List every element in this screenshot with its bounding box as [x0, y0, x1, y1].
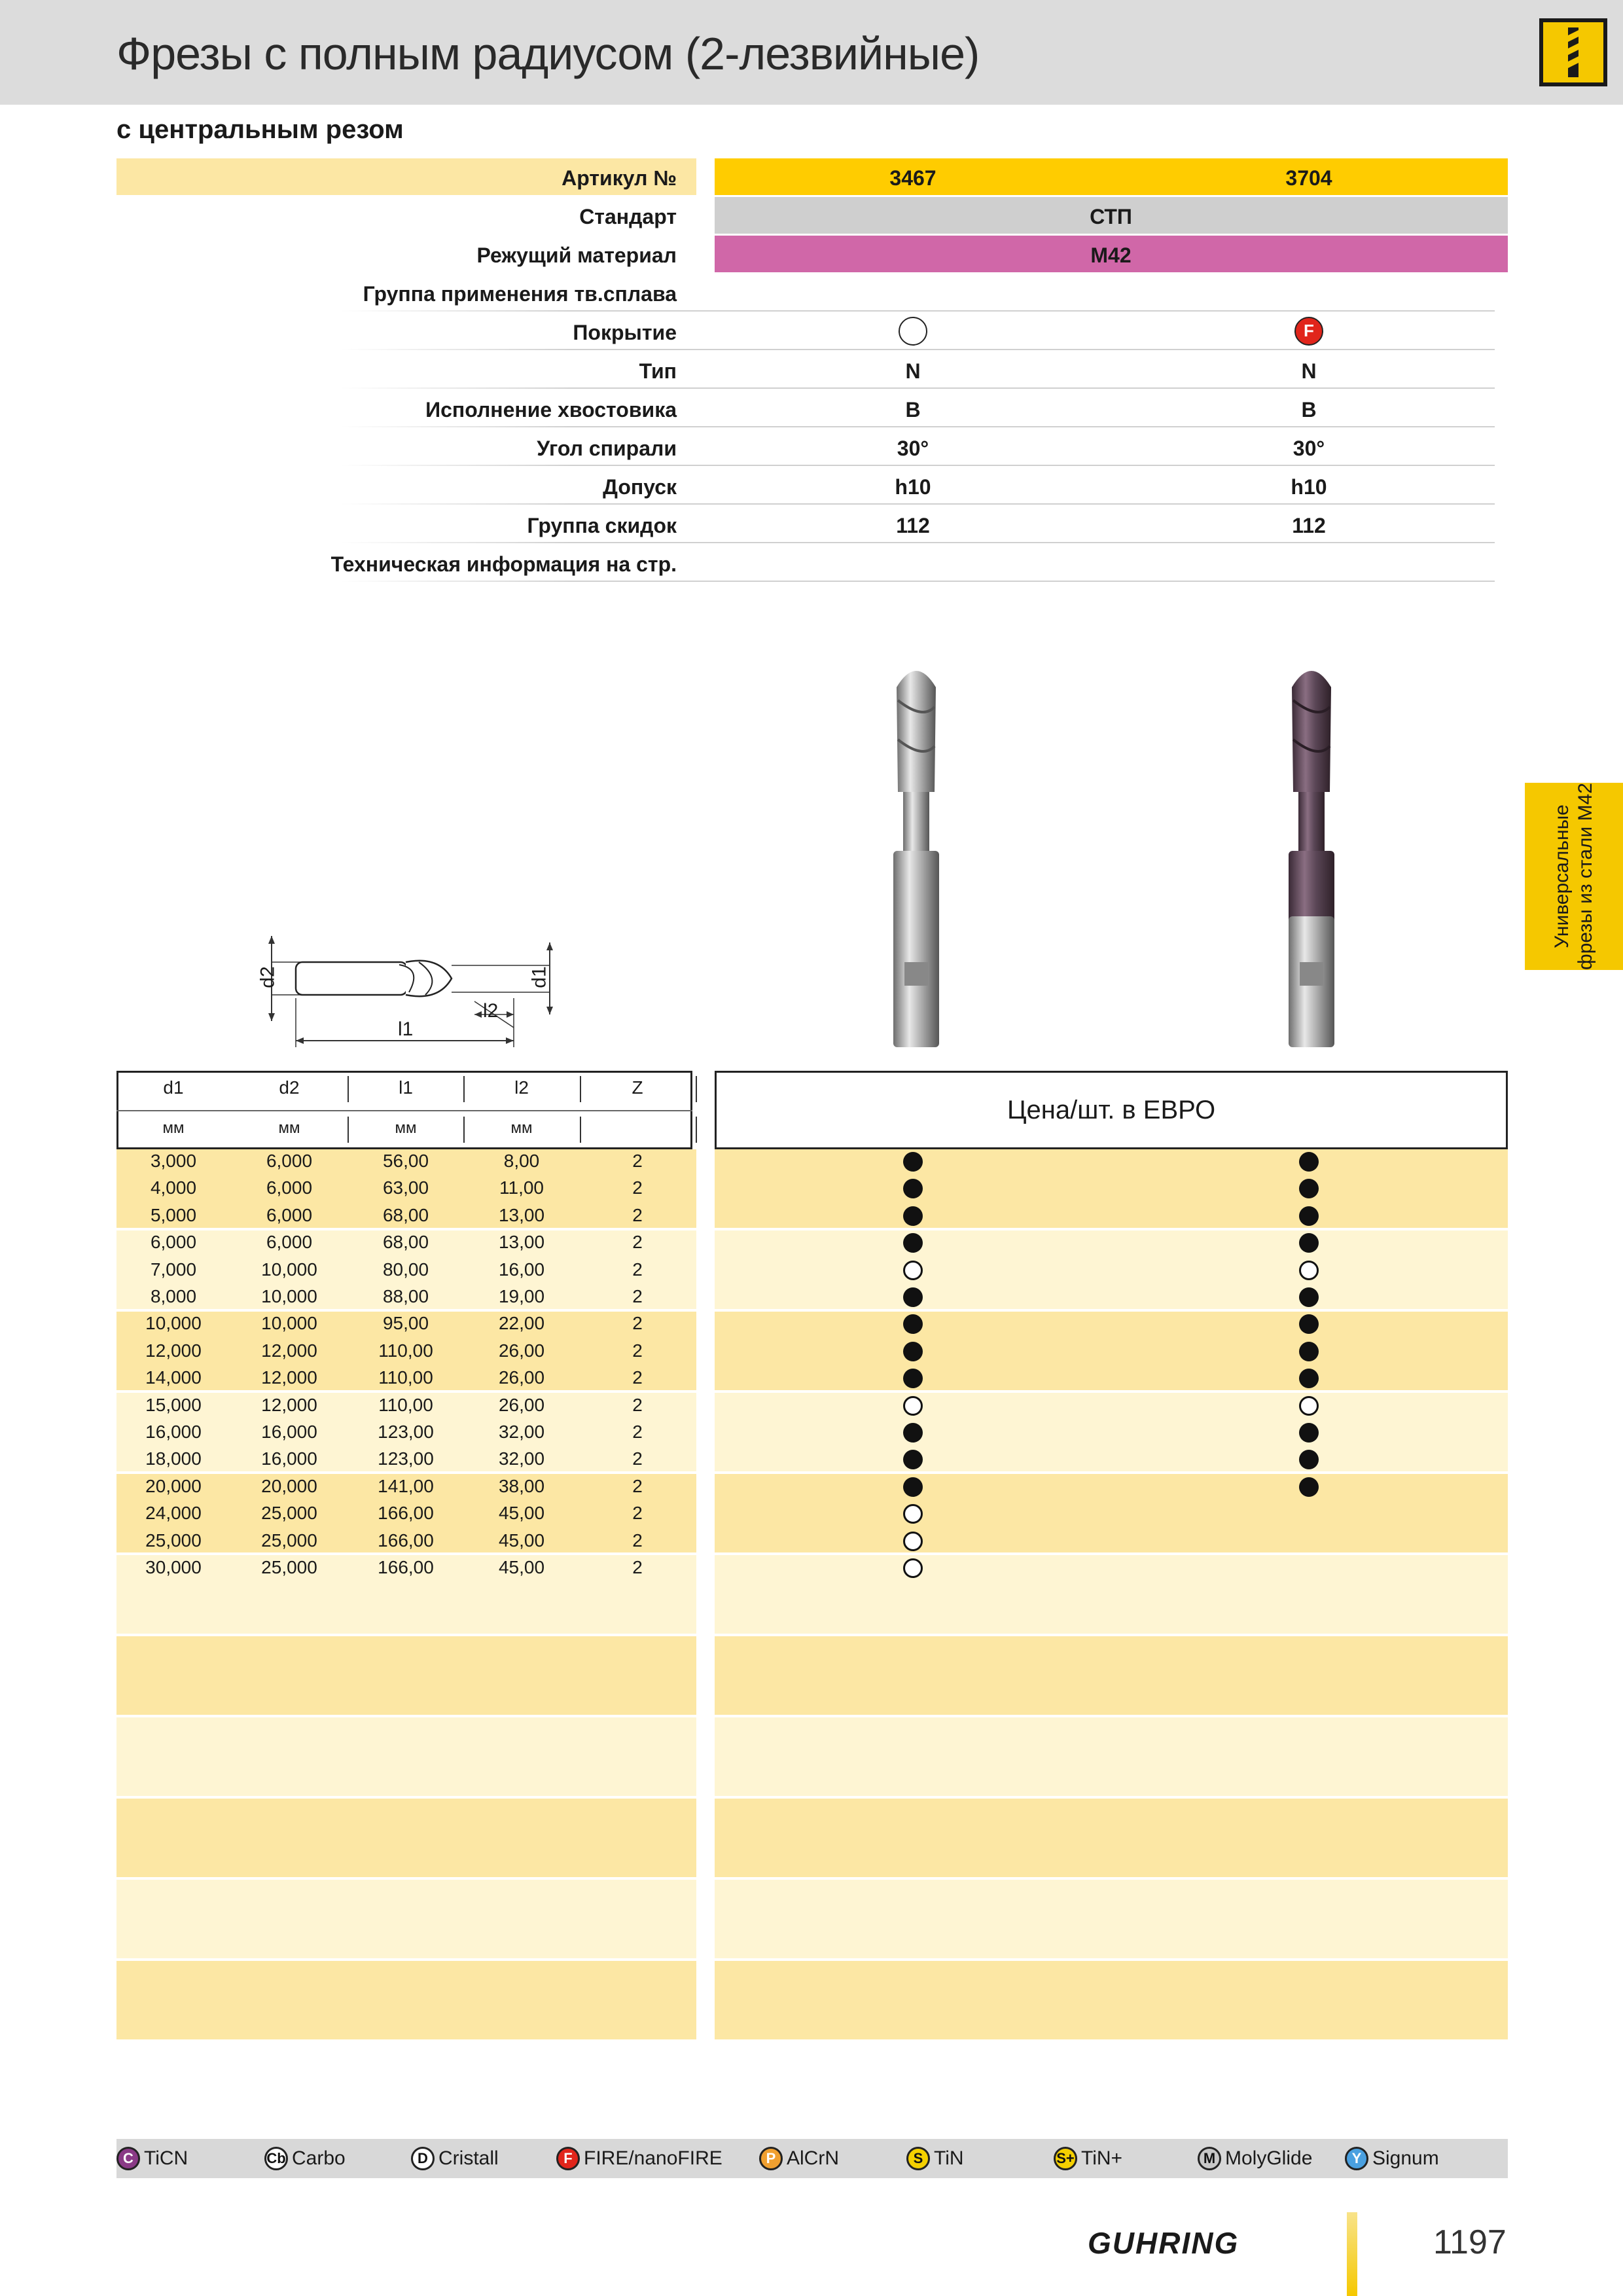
cell-d1: 24,000: [145, 1503, 202, 1524]
cell-d1: 20,000: [145, 1475, 202, 1496]
band-right-9: [715, 1880, 1508, 1958]
cell-z: 2: [632, 1394, 643, 1415]
legend-label: Carbo: [292, 2147, 346, 2169]
availability-full-icon: [903, 1369, 923, 1388]
prop-divider-6: [340, 426, 1495, 427]
cell-l2: 8,00: [503, 1151, 540, 1171]
prop-label-0: Артикул №: [562, 166, 677, 190]
brand-logo: GUHRING: [1088, 2226, 1240, 2260]
l1-label: l1: [398, 1018, 414, 1040]
availability-half-icon: [903, 1396, 923, 1416]
cell-l2: 32,00: [498, 1422, 545, 1442]
availability-half-icon: [1299, 1261, 1319, 1280]
cell-d1: 30,000: [145, 1557, 202, 1577]
coating-none-icon: [899, 317, 927, 346]
prop-label-6: Исполнение хвостовика: [425, 398, 677, 422]
cell-d2: 16,000: [261, 1448, 317, 1469]
cell-z: 2: [632, 1313, 643, 1334]
legend-item-alcrn: [759, 2147, 839, 2170]
band-left-6: [116, 1636, 696, 1715]
prop-label-9: Группа скидок: [527, 514, 677, 537]
cell-l1: 80,00: [382, 1259, 429, 1280]
legend-item-tin: [1054, 2147, 1122, 2170]
legend-label: MolyGlide: [1225, 2147, 1313, 2169]
carbo-icon: Cb: [264, 2147, 288, 2170]
cell-l1: 166,00: [378, 1503, 434, 1524]
band-right-2: [715, 1312, 1508, 1390]
tool-image-3467: [877, 661, 955, 1054]
cell-d2: 6,000: [266, 1204, 313, 1225]
prop-divider-5: [340, 387, 1495, 389]
type-value-a: N: [905, 359, 921, 383]
availability-full-icon: [1299, 1477, 1319, 1497]
legend-item-signum: [1345, 2147, 1439, 2170]
cell-l1: 110,00: [378, 1340, 433, 1361]
page-title: Фрезы с полным радиусом (2-лезвийные): [116, 28, 980, 79]
firenanofire-icon: F: [556, 2147, 580, 2170]
section-side-text: [1550, 783, 1597, 970]
d2-label: d2: [257, 966, 279, 988]
cell-z: 2: [632, 1340, 643, 1361]
cell-l1: 68,00: [382, 1204, 429, 1225]
cell-d2: 16,000: [261, 1422, 317, 1442]
legend-item-tin: [906, 2147, 964, 2170]
availability-half-icon: [1299, 1396, 1319, 1416]
availability-full-icon: [1299, 1206, 1319, 1226]
cell-d2: 6,000: [266, 1232, 313, 1253]
cell-d2: 6,000: [266, 1151, 313, 1171]
prop-divider-7: [340, 465, 1495, 466]
band-right-3: [715, 1393, 1508, 1471]
availability-full-icon: [903, 1152, 923, 1172]
band-left-10: [116, 1961, 696, 2039]
cell-l2: 45,00: [498, 1530, 545, 1551]
cell-d1: 16,000: [145, 1422, 202, 1442]
cell-l2: 19,00: [498, 1286, 545, 1306]
col-unit-l2: мм: [510, 1119, 533, 1137]
guhring-logo-icon: [1539, 18, 1607, 86]
availability-half-icon: [903, 1261, 923, 1280]
footer-accent-bar: [1347, 2212, 1357, 2296]
tool-image-3704: [1272, 661, 1351, 1054]
col-sep-top-3: [696, 1076, 697, 1102]
availability-full-icon: [903, 1423, 923, 1443]
col-header-l1: l1: [399, 1077, 413, 1098]
helix-value-b: 30°: [1293, 437, 1325, 460]
cell-z: 2: [632, 1475, 643, 1496]
cell-l1: 95,00: [382, 1313, 429, 1334]
cell-d1: 18,000: [145, 1448, 202, 1469]
availability-full-icon: [903, 1287, 923, 1307]
d1-label: d1: [528, 966, 550, 988]
availability-full-icon: [1299, 1287, 1319, 1307]
availability-half-icon: [903, 1504, 923, 1524]
cell-d1: 15,000: [145, 1394, 202, 1415]
cell-z: 2: [632, 1557, 643, 1577]
drill-logo-icon: [1543, 22, 1603, 82]
col-header-d1: d1: [163, 1077, 184, 1098]
col-sep-top-0: [348, 1076, 349, 1102]
col-sep-top-1: [463, 1076, 465, 1102]
legend-label: FIRE/nanoFIRE: [584, 2147, 722, 2169]
cell-d2: 6,000: [266, 1177, 313, 1198]
cell-d1: 5,000: [150, 1204, 197, 1225]
col-unit-d1: мм: [162, 1119, 185, 1137]
band-left-7: [116, 1717, 696, 1796]
cell-z: 2: [632, 1448, 643, 1469]
availability-full-icon: [1299, 1233, 1319, 1253]
availability-full-icon: [1299, 1369, 1319, 1388]
band-right-5: [715, 1555, 1508, 1634]
article-3704: 3704: [1285, 166, 1332, 190]
legend-label: Signum: [1372, 2147, 1439, 2169]
prop-label-10: Техническая информация на стр.: [330, 552, 677, 576]
alcrn-icon: P: [759, 2147, 783, 2170]
band-right-0: [715, 1149, 1508, 1228]
cell-d1: 6,000: [150, 1232, 197, 1253]
cell-z: 2: [632, 1151, 643, 1171]
cell-l1: 110,00: [378, 1367, 433, 1388]
cell-l2: 26,00: [498, 1367, 545, 1388]
prop-divider-10: [340, 581, 1495, 582]
legend-label: TiN+: [1081, 2147, 1123, 2169]
cell-l2: 22,00: [498, 1313, 545, 1334]
col-sep-bot-3: [696, 1117, 697, 1143]
legend-label: Cristall: [438, 2147, 499, 2169]
cell-l2: 11,00: [499, 1177, 544, 1198]
cell-d2: 20,000: [261, 1475, 317, 1496]
cell-l1: 123,00: [378, 1448, 434, 1469]
legend-item-carbo: [264, 2147, 346, 2170]
cell-d1: 25,000: [145, 1530, 202, 1551]
availability-full-icon: [903, 1206, 923, 1226]
prop-label-7: Угол спирали: [537, 437, 677, 460]
cell-l1: 166,00: [378, 1557, 434, 1577]
availability-full-icon: [903, 1233, 923, 1253]
cell-z: 2: [632, 1503, 643, 1524]
band-right-10: [715, 1961, 1508, 2039]
prop-label-3: Группа применения тв.сплава: [363, 282, 677, 306]
header-divider: [116, 1110, 692, 1111]
shank-value-a: B: [905, 398, 921, 422]
cell-z: 2: [632, 1259, 643, 1280]
cell-l1: 63,00: [382, 1177, 429, 1198]
coating-fire-icon: F: [1294, 317, 1323, 346]
prop-label-5: Тип: [639, 359, 677, 383]
cell-l2: 16,00: [498, 1259, 545, 1280]
article-3467: 3467: [889, 166, 936, 190]
legend-item-cristall: [411, 2147, 499, 2170]
col-sep-top-2: [580, 1076, 581, 1102]
col-unit-d2: мм: [278, 1119, 300, 1137]
cell-l2: 45,00: [498, 1503, 545, 1524]
signum-icon: Y: [1345, 2147, 1368, 2170]
legend-label: AlCrN: [787, 2147, 839, 2169]
band-right-8: [715, 1799, 1508, 1877]
prop-label-1: Стандарт: [579, 205, 677, 228]
col-header-l2: l2: [514, 1077, 529, 1098]
prop-divider-3: [340, 310, 1495, 312]
cell-l2: 26,00: [498, 1340, 545, 1361]
legend-label: TiN: [934, 2147, 964, 2169]
tin-icon: S: [906, 2147, 930, 2170]
band-right-6: [715, 1636, 1508, 1715]
standard-value: СТП: [1090, 205, 1132, 228]
cell-l1: 141,00: [378, 1475, 434, 1496]
cell-d1: 10,000: [145, 1313, 202, 1334]
page-number: 1197: [1433, 2223, 1507, 2261]
cell-l2: 13,00: [498, 1232, 545, 1253]
cell-l1: 110,00: [378, 1394, 433, 1415]
cell-l2: 26,00: [498, 1394, 545, 1415]
cell-d2: 12,000: [261, 1367, 317, 1388]
side-tab-line1: Универсальные: [1551, 804, 1573, 948]
cristall-icon: D: [411, 2147, 435, 2170]
cell-l1: 166,00: [378, 1530, 434, 1551]
cell-d2: 12,000: [261, 1340, 317, 1361]
availability-full-icon: [1299, 1152, 1319, 1172]
cell-l2: 45,00: [498, 1557, 545, 1577]
availability-full-icon: [903, 1477, 923, 1497]
col-header-z: Z: [632, 1077, 643, 1098]
legend-label: TiCN: [144, 2147, 188, 2169]
band-right-1: [715, 1230, 1508, 1309]
cell-l2: 32,00: [498, 1448, 545, 1469]
discount-value-b: 112: [1292, 514, 1326, 537]
cell-d1: 3,000: [150, 1151, 197, 1171]
col-header-d2: d2: [279, 1077, 300, 1098]
cell-d2: 25,000: [261, 1503, 317, 1524]
page-subtitle: с центральным резом: [116, 115, 404, 144]
cell-z: 2: [632, 1367, 643, 1388]
cell-l1: 123,00: [378, 1422, 434, 1442]
tolerance-value-b: h10: [1291, 475, 1327, 499]
availability-full-icon: [903, 1342, 923, 1361]
type-value-b: N: [1301, 359, 1317, 383]
cell-l1: 68,00: [382, 1232, 429, 1253]
cell-z: 2: [632, 1286, 643, 1306]
cell-d2: 25,000: [261, 1530, 317, 1551]
tolerance-value-a: h10: [895, 475, 931, 499]
cell-z: 2: [632, 1422, 643, 1442]
col-unit-l1: мм: [395, 1119, 417, 1137]
availability-full-icon: [1299, 1423, 1319, 1443]
cell-d2: 12,000: [261, 1394, 317, 1415]
cell-z: 2: [632, 1204, 643, 1225]
legend-item-firenanofire: [556, 2147, 722, 2170]
band-left-8: [116, 1799, 696, 1877]
band-right-4: [715, 1474, 1508, 1552]
prop-label-2: Режущий материал: [476, 243, 677, 267]
cell-l1: 88,00: [382, 1286, 429, 1306]
band-left-9: [116, 1880, 696, 1958]
prop-divider-4: [340, 349, 1495, 350]
prop-divider-9: [340, 542, 1495, 543]
price-header-text: Цена/шт. в ЕВРО: [1007, 1096, 1216, 1124]
availability-half-icon: [903, 1532, 923, 1551]
cell-d1: 14,000: [145, 1367, 202, 1388]
material-value: M42: [1090, 243, 1132, 267]
prop-divider-8: [340, 503, 1495, 505]
cell-d2: 10,000: [261, 1259, 317, 1280]
col-sep-bot-1: [463, 1117, 465, 1143]
col-sep-bot-2: [580, 1117, 581, 1143]
tin-icon: S+: [1054, 2147, 1077, 2170]
cell-l2: 38,00: [498, 1475, 545, 1496]
shank-value-b: B: [1301, 398, 1317, 422]
cell-z: 2: [632, 1232, 643, 1253]
cell-d2: 10,000: [261, 1313, 317, 1334]
cell-d1: 4,000: [150, 1177, 197, 1198]
availability-full-icon: [1299, 1342, 1319, 1361]
prop-label-4: Покрытие: [573, 321, 677, 344]
cell-z: 2: [632, 1530, 643, 1551]
cell-l1: 56,00: [382, 1151, 429, 1171]
cell-z: 2: [632, 1177, 643, 1198]
ticn-icon: C: [116, 2147, 140, 2170]
molyglide-icon: M: [1198, 2147, 1221, 2170]
col-sep-bot-0: [348, 1117, 349, 1143]
helix-value-a: 30°: [897, 437, 929, 460]
cell-d2: 25,000: [261, 1557, 317, 1577]
cell-d1: 8,000: [150, 1286, 197, 1306]
side-tab-line2: фрезы из стали M42: [1575, 783, 1596, 970]
prop-label-8: Допуск: [603, 475, 677, 499]
cell-d1: 12,000: [145, 1340, 202, 1361]
l2-label: l2: [483, 1000, 499, 1022]
cell-d1: 7,000: [150, 1259, 197, 1280]
availability-half-icon: [903, 1558, 923, 1578]
discount-value-a: 112: [896, 514, 930, 537]
legend-item-molyglide: [1198, 2147, 1312, 2170]
cell-d2: 10,000: [261, 1286, 317, 1306]
legend-item-ticn: [116, 2147, 188, 2170]
band-right-7: [715, 1717, 1508, 1796]
cell-l2: 13,00: [498, 1204, 545, 1225]
